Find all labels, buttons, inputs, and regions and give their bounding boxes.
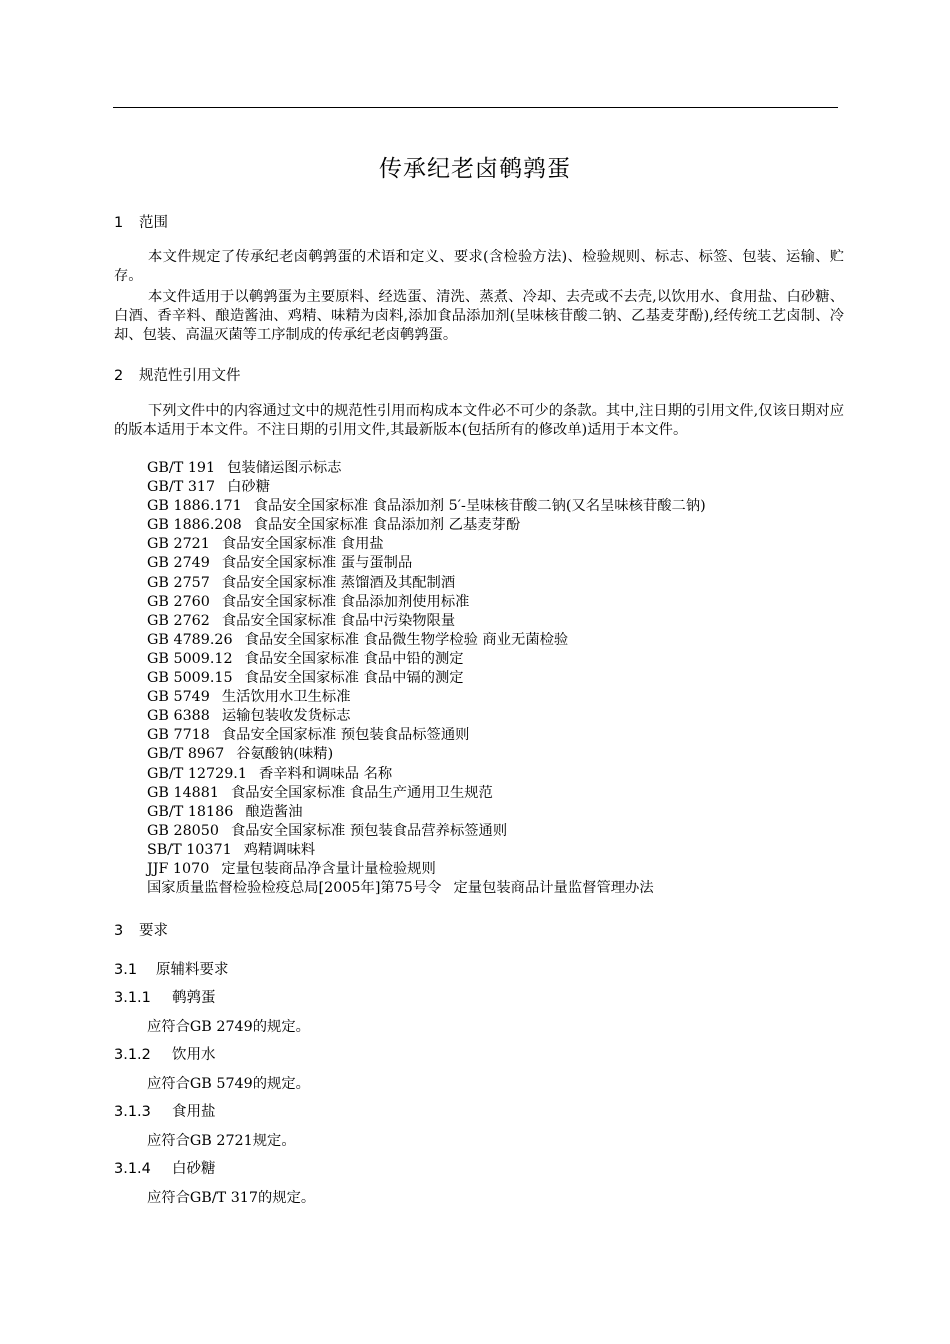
reference-item: [147, 765, 706, 784]
reference-item: [147, 822, 706, 841]
section-1-heading: [114, 211, 168, 232]
reference-item: [147, 593, 706, 612]
reference-code: GB 6388: [147, 708, 210, 725]
section-title: 饮用水: [172, 1047, 216, 1063]
section-number: 3.1.4: [114, 1161, 151, 1177]
reference-title: 香辛料和调味品 名称: [258, 765, 393, 782]
reference-title: 食品安全国家标准 食品生产通用卫生规范: [230, 784, 493, 801]
clause-3-1-3-heading: [114, 1100, 216, 1121]
reference-code: GB 28050: [147, 822, 219, 839]
scope-paragraph-1: 本文件规定了传承纪老卤鹌鹑蛋的术语和定义、要求(含检验方法)、检验规则、标志、标签、包装、运输、贮存。: [114, 249, 844, 284]
document-title: 传承纪老卤鹌鹑蛋: [379, 156, 571, 182]
reference-item: [147, 650, 706, 669]
reference-code: JJF 1070: [147, 860, 210, 877]
reference-code: GB 14881: [147, 784, 219, 801]
section-title: 白砂糖: [172, 1161, 216, 1177]
reference-item: [147, 669, 706, 688]
reference-item: [147, 478, 706, 497]
reference-code: GB/T 8967: [147, 746, 225, 763]
reference-title: 食品安全国家标准 食品添加剂使用标准: [221, 593, 470, 610]
subsection-3-1-heading: [114, 958, 229, 979]
references-intro-paragraph: 下列文件中的内容通过文中的规范性引用而构成本文件必不可少的条款。其中,注日期的引用文件,仅该日期对应的版本适用于本文件。不注日期的引用文件,其最新版本(包括所有的修改单)适用于本文件。: [114, 403, 844, 438]
reference-title: 鸡精调味料: [243, 841, 316, 858]
reference-item: [147, 726, 706, 745]
clause-3-1-1-text: 应符合GB 2749的规定。: [147, 1019, 310, 1035]
reference-item: [147, 688, 706, 707]
reference-code: GB 5009.15: [147, 670, 233, 687]
section-title: 原辅料要求: [156, 962, 229, 978]
reference-item: [147, 612, 706, 631]
section-title: 鹌鹑蛋: [172, 990, 216, 1006]
reference-item: [147, 745, 706, 764]
reference-item: [147, 784, 706, 803]
reference-title: 谷氨酸钠(味精): [236, 746, 334, 763]
reference-item: [147, 879, 706, 898]
reference-code: GB 2760: [147, 593, 210, 610]
reference-code: GB 7718: [147, 727, 210, 744]
scope-paragraph-2: 本文件适用于以鹌鹑蛋为主要原料、经选蛋、清洗、蒸煮、冷却、去壳或不去壳,以饮用水、食用盐、白砂糖、白酒、香辛料、酿造酱油、鸡精、味精为卤料,添加食品添加剂(呈味核苷酸二钠、乙基麦芽酚),经传统工艺卤制、冷却、包装、高温灭菌等工序制成的传承纪老卤鹌鹑蛋。: [114, 289, 844, 343]
reference-code: GB/T 12729.1: [147, 765, 247, 782]
reference-code: GB 5009.12: [147, 650, 233, 667]
clause-3-1-2-text: 应符合GB 5749的规定。: [147, 1076, 310, 1092]
reference-title: 包装储运图示标志: [227, 460, 342, 476]
reference-code: GB/T 191: [147, 460, 216, 476]
section-number: 1: [114, 215, 124, 231]
section-title: 规范性引用文件: [139, 368, 241, 384]
reference-code: GB 1886.208: [147, 517, 242, 534]
clause-3-1-4-heading: [114, 1157, 216, 1178]
section-2-heading: [114, 364, 241, 385]
reference-item: [147, 497, 706, 516]
section-title: 食用盐: [172, 1104, 216, 1120]
reference-title: 生活饮用水卫生标准: [221, 689, 351, 706]
reference-item: [147, 459, 706, 478]
reference-item: [147, 707, 706, 726]
reference-item: [147, 535, 706, 554]
section-number: 3.1.3: [114, 1104, 151, 1120]
normative-references-list: [147, 459, 706, 898]
reference-title: 食品安全国家标准 食用盐: [221, 536, 384, 553]
section-number: 2: [114, 368, 124, 384]
reference-code: GB 2749: [147, 555, 210, 572]
reference-code: GB 2762: [147, 612, 210, 629]
reference-code: GB 2721: [147, 536, 210, 553]
reference-code: GB 4789.26: [147, 631, 233, 648]
reference-item: [147, 554, 706, 573]
reference-item: [147, 841, 706, 860]
reference-item: [147, 516, 706, 535]
reference-title: 食品安全国家标准 预包装食品营养标签通则: [230, 822, 508, 839]
reference-title: 食品安全国家标准 食品中污染物限量: [221, 612, 456, 629]
reference-title: 定量包装商品计量监督管理办法: [453, 880, 654, 897]
reference-title: 食品安全国家标准 食品微生物学检验 商业无菌检验: [244, 631, 569, 648]
reference-code: SB/T 10371: [147, 841, 232, 858]
reference-title: 食品安全国家标准 食品中铅的测定: [244, 650, 464, 667]
reference-item: [147, 631, 706, 650]
reference-title: 食品安全国家标准 蒸馏酒及其配制酒: [221, 574, 456, 591]
reference-title: 食品安全国家标准 预包装食品标签通则: [221, 727, 470, 744]
reference-title: 定量包装商品净含量计量检验规则: [221, 860, 436, 877]
reference-title: 白砂糖: [227, 479, 271, 496]
section-number: 3: [114, 923, 124, 939]
reference-code: 国家质量监督检验检疫总局[2005年]第75号令: [147, 880, 442, 897]
reference-title: 食品安全国家标准 食品中镉的测定: [244, 670, 464, 687]
reference-title: 食品安全国家标准 食品添加剂 5′-呈味核苷酸二钠(又名呈味核苷酸二钠): [253, 498, 706, 515]
clause-3-1-4-text: 应符合GB/T 317的规定。: [147, 1190, 316, 1206]
clause-3-1-2-heading: [114, 1043, 216, 1064]
section-3-heading: [114, 919, 168, 940]
reference-title: 食品安全国家标准 食品添加剂 乙基麦芽酚: [253, 517, 521, 534]
reference-code: GB 1886.171: [147, 498, 242, 515]
reference-code: GB/T 317: [147, 479, 216, 496]
section-title: 要求: [139, 923, 168, 939]
header-rule: [113, 107, 838, 108]
reference-code: GB 5749: [147, 689, 210, 706]
clause-3-1-1-heading: [114, 986, 216, 1007]
section-number: 3.1.1: [114, 990, 151, 1006]
section-number: 3.1: [114, 962, 138, 978]
reference-title: 食品安全国家标准 蛋与蛋制品: [221, 555, 413, 572]
section-title: 范围: [139, 215, 168, 231]
reference-code: GB 2757: [147, 574, 210, 591]
reference-title: 酿造酱油: [245, 803, 303, 820]
reference-item: [147, 860, 706, 879]
reference-title: 运输包装收发货标志: [221, 708, 351, 725]
reference-code: GB/T 18186: [147, 803, 234, 820]
reference-item: [147, 803, 706, 822]
clause-3-1-3-text: 应符合GB 2721规定。: [147, 1133, 296, 1149]
reference-item: [147, 574, 706, 593]
section-number: 3.1.2: [114, 1047, 151, 1063]
